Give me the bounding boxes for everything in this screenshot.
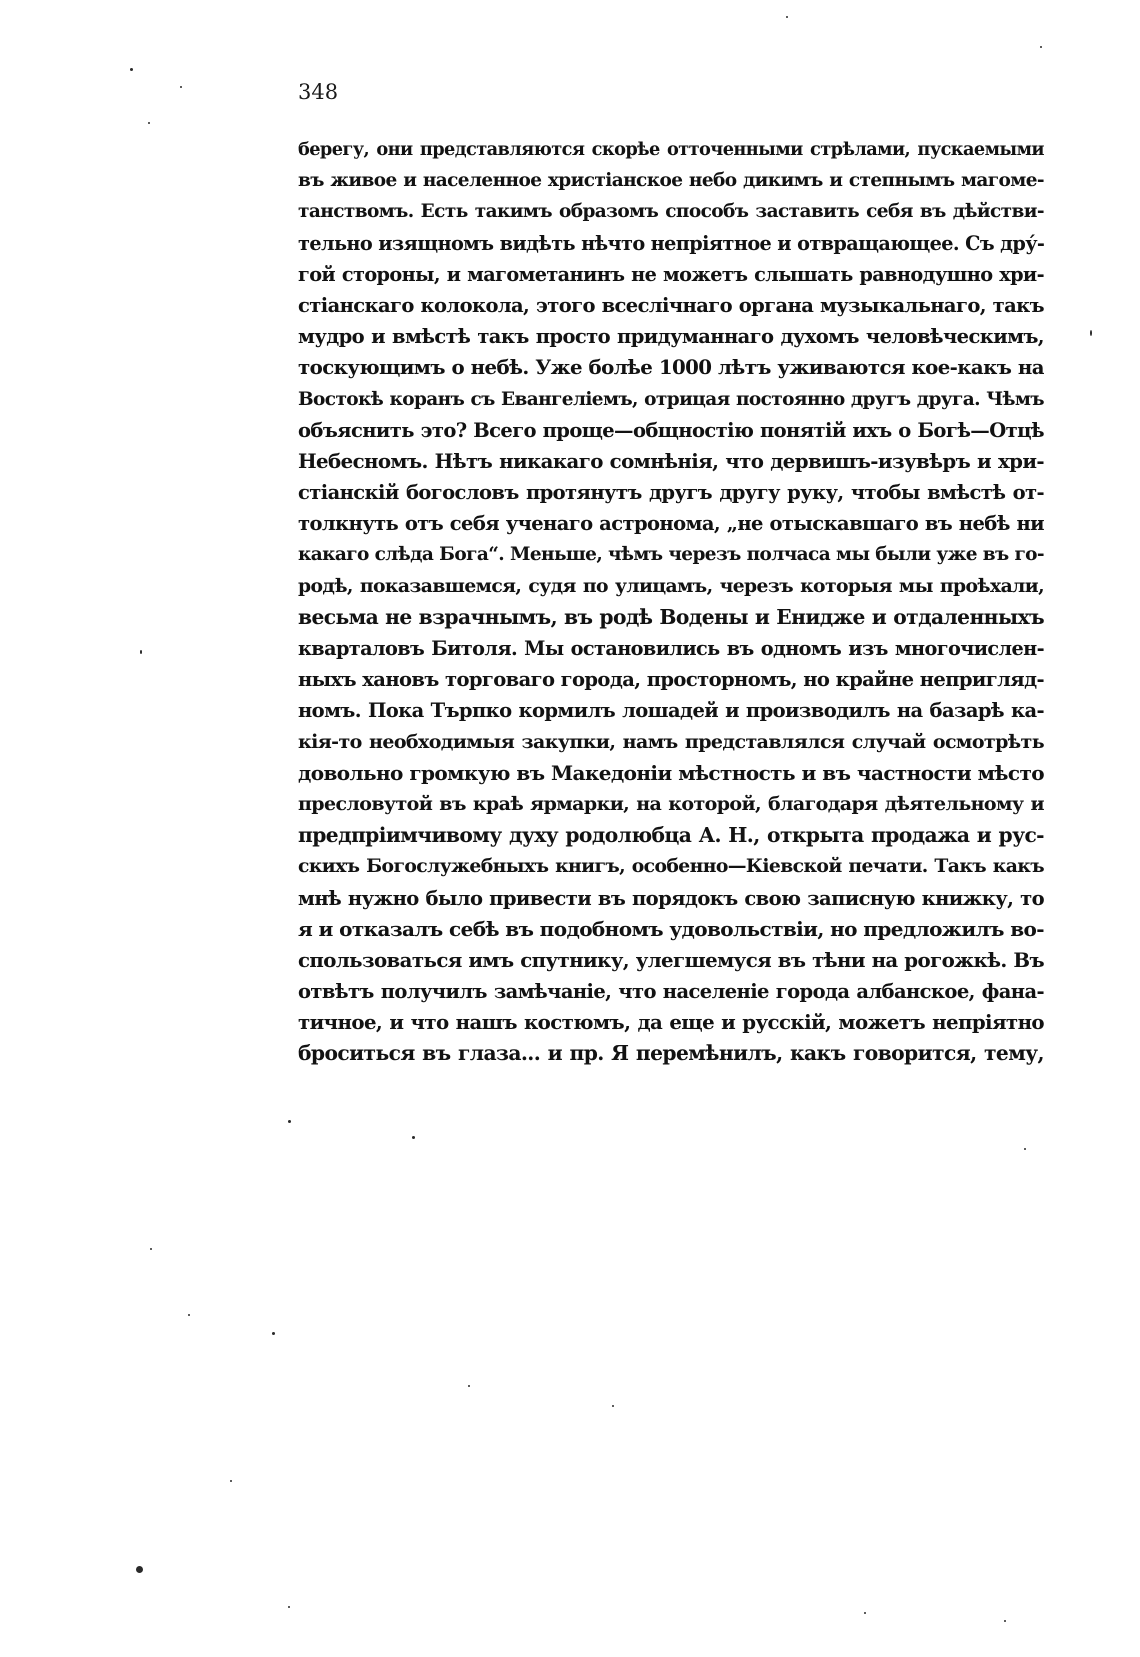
scan-speck [468,1385,470,1387]
text-line: Востокѣ коранъ съ Евангеліемъ, отрицая постоянно другъ друга. Чѣмъ [298,388,1044,410]
text-line: кія-то необходимыя закупки, намъ представлялся случай осмотрѣть [298,730,1044,753]
text-line: родѣ, показавшемся, судя по улицамъ, черезъ которыя мы проѣхали, [298,574,1044,597]
text-line: я и отказалъ себѣ въ подобномъ удовольствіи, но предложилъ во- [298,916,1044,941]
scan-speck [130,68,133,71]
scan-speck [140,650,142,654]
text-line: номъ. Пока Търпко кормилъ лошадей и производилъ на базарѣ ка- [298,699,1044,723]
text-line: мудро и вмѣстѣ такъ просто придуманнаго духомъ человѣческимъ, [298,325,1044,349]
scan-speck [150,1248,152,1250]
text-line: отвѣтъ получилъ замѣчаніе, что населеніе города албанское, фана- [298,980,1044,1004]
scan-speck [288,1120,291,1123]
text-line: скихъ Богослужебныхъ книгъ, особенно—Кіевской печати. Такъ какъ [298,855,1044,878]
scan-speck [230,1480,232,1482]
scan-speck [136,1566,143,1573]
page-number: 348 [298,80,339,104]
text-line: ныхъ хановъ торговаго города, просторномъ, но крайне непригляд- [298,668,1044,692]
body-text [298,134,1044,1070]
scan-speck [612,1405,614,1407]
text-line: мнѣ нужно было привести въ порядокъ свою записную книжку, то [298,886,1044,910]
text-line: объяснить это? Всего проще—общностію понятій ихъ о Богѣ—Отцѣ [298,418,1044,442]
scan-speck [148,122,150,124]
text-line: тельно изящномъ видѣть нѣчто непріятное и отвращающее. Съ дру́- [298,231,1044,255]
scan-speck [180,86,182,88]
text-line: предпріимчивому духу родолюбца А. Н., открыта продажа и рус- [298,823,1044,848]
text-line: пресловутой въ краѣ ярмарки, на которой, благодаря дѣятельному и [298,792,1044,815]
scan-speck [188,1314,190,1316]
scan-speck [1004,1620,1006,1622]
text-line: весьма не взрачнымъ, въ родѣ Водены и Енидже и отдаленныхъ [298,604,1044,629]
text-line: въ живое и населенное христіанское небо дикимъ и степнымъ магоме- [298,170,1044,192]
text-line: броситься въ глаза... и пр. Я перемѣнилъ, какъ говорится, тему, [298,1041,1044,1066]
text-line: толкнуть отъ себя ученаго астронома, „не отыскавшаго въ небѣ ни [298,512,1044,536]
text-line: довольно громкую въ Македоніи мѣстность и въ частности мѣсто [298,760,1044,785]
scan-speck [1040,46,1042,48]
text-line: тоскующимъ о небѣ. Уже болѣе 1000 лѣтъ уживаются кое-какъ на [298,355,1044,380]
scan-speck [412,1136,415,1139]
scan-speck [288,1606,290,1608]
text-line: стіанскаго колокола, этого всеслічнаго органа музыкальнаго, такъ [298,293,1044,317]
text-line: стіанскій богословъ протянутъ другъ другу руку, чтобы вмѣстѣ от- [298,481,1044,505]
scan-speck [864,1612,866,1614]
scan-speck [1024,1148,1026,1150]
text-line: кварталовъ Битоля. Мы остановились въ одномъ изъ многочислен- [298,637,1044,660]
scan-speck [272,1332,275,1335]
scan-speck [1090,330,1092,336]
text-line: спользоваться имъ спутнику, улегшемуся въ тѣни на рогожкѣ. Въ [298,947,1044,972]
text-line: какаго слѣда Бога“. Меньше, чѣмъ черезъ полчаса мы были уже въ го- [298,544,1044,566]
text-line: танствомъ. Есть такимъ образомъ способъ заставить себя въ дѣйстви- [298,201,1044,223]
text-line: берегу, они представляются скорѣе отточенными стрѣлами, пускаемыми [298,139,1044,160]
text-line: тичное, и что нашъ костюмъ, да еще и русскій, можетъ непріятно [298,1010,1044,1035]
text-line: гой стороны, и магометанинъ не можетъ слышать равнодушно хри- [298,262,1044,286]
scan-speck [786,16,788,18]
text-line: Небесномъ. Нѣтъ никакаго сомнѣнія, что дервишъ-изувѣръ и хри- [298,448,1044,473]
